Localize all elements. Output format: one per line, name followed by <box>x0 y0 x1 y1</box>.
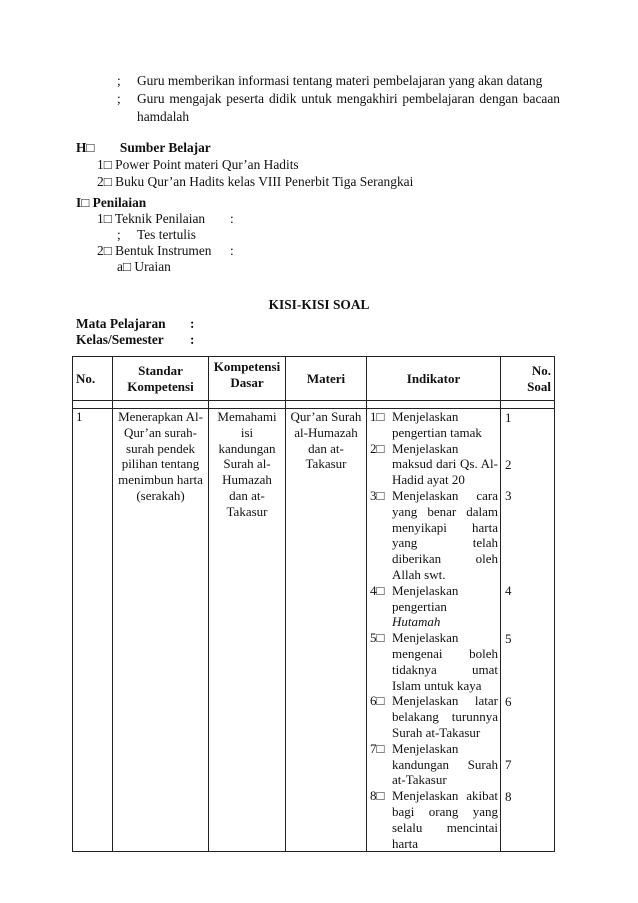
bentuk-instrumen: 2□ Bentuk Instrumen <box>97 243 212 258</box>
indikator-number: 8□ <box>370 788 385 804</box>
soal-number: 7 <box>505 757 512 773</box>
teknik-value: Tes tertulis <box>137 227 196 242</box>
teknik-bullet: ; <box>117 227 121 242</box>
cell-standar: Menerapkan Al-Qur’an surah-surah pendek pilihan tentang menimbun harta (serakah) <box>113 409 209 852</box>
teknik-penilaian: 1□ Teknik Penilaian <box>97 211 206 226</box>
indikator-number: 4□ <box>370 582 385 598</box>
kisi-table <box>72 356 555 852</box>
indikator-item <box>370 788 498 851</box>
section-i-heading <box>76 195 146 211</box>
indikator-number: 3□ <box>370 487 385 503</box>
indikator-item <box>370 741 498 788</box>
glyph-box: □ <box>81 195 90 210</box>
indikator-number: 5□ <box>370 630 385 646</box>
indikator-number: 6□ <box>370 693 385 709</box>
step-text: Guru memberikan informasi tentang materi pembelajaran yang akan datang <box>137 73 543 88</box>
section-title: Sumber Belajar <box>119 140 211 155</box>
kisi-title: KISI-KISI SOAL <box>268 297 370 312</box>
soal-number: 2 <box>505 456 512 472</box>
indikator-text: Menjelaskan pengertian tamak <box>392 409 482 440</box>
indikator-text: Menjelaskan pengertian <box>392 582 459 614</box>
header-soal: No. Soal <box>501 357 555 401</box>
indikator-italic-term: Hutamah <box>392 614 441 630</box>
header-standar: Standar Kompetensi <box>113 357 209 401</box>
indikator-number: 2□ <box>370 440 385 456</box>
header-indikator: Indikator <box>367 357 501 401</box>
soal-number: 1 <box>505 409 512 425</box>
soal-number: 5 <box>505 630 512 646</box>
step-bullet: ; <box>117 73 121 88</box>
table-row <box>73 409 555 852</box>
sumber-item: 1□ Power Point materi Qur’an Hadits <box>97 157 299 172</box>
glyph-box: □ <box>86 140 95 155</box>
section-title: Penilaian <box>92 195 147 210</box>
section-letter: I <box>76 195 82 210</box>
soal-number: 6 <box>505 693 512 709</box>
cell-kompetensi: Memahami isi kandungan Surah al-Humazah dan at-Takasur <box>209 409 286 852</box>
kelas-colon: : <box>190 332 195 347</box>
mapel-colon: : <box>190 316 195 331</box>
table-spacer-row <box>73 401 555 409</box>
indikator-text: Menjelaskan maksud dari Qs. Al-Hadid ayat 20 <box>392 440 498 488</box>
section-letter: H <box>76 140 87 155</box>
indikator-text: Menjelaskan latar belakang turunnya Surah at-Takasur <box>392 693 498 740</box>
indikator-item <box>370 583 498 630</box>
cell-indikator <box>367 409 501 852</box>
indikator-list <box>370 409 498 851</box>
soal-number: 4 <box>505 583 512 599</box>
indikator-item <box>370 693 498 740</box>
header-kompetensi: Kompetensi Dasar <box>209 357 286 401</box>
cell-soal <box>501 409 555 852</box>
indikator-item <box>370 630 498 693</box>
mapel-label: Mata Pelajaran <box>76 316 166 331</box>
header-materi: Materi <box>286 357 367 401</box>
indikator-text: Menjelaskan cara yang benar dalam menyikapi harta yang telah diberikan oleh Allah swt. <box>392 487 498 582</box>
bentuk-value: a□ Uraian <box>117 259 171 274</box>
kelas-label: Kelas/Semester <box>76 332 164 347</box>
table-header-row <box>73 357 555 401</box>
indikator-text: Menjelaskan akibat bagi orang yang selalu mencintai harta <box>392 788 498 851</box>
indikator-text: Menjelaskan kandungan Surah at-Takasur <box>392 740 498 788</box>
step-text-cont: hamdalah <box>137 109 190 124</box>
section-h-heading <box>76 140 211 156</box>
step-text: Guru mengajak peserta didik untuk mengakhiri pembelajaran dengan bacaan <box>137 91 560 106</box>
soal-number: 8 <box>505 788 512 804</box>
header-no: No. <box>73 357 113 401</box>
indikator-number: 1□ <box>370 409 385 424</box>
indikator-number: 7□ <box>370 740 385 756</box>
cell-materi: Qur’an Surah al-Humazah dan at-Takasur <box>286 409 367 852</box>
soal-number: 3 <box>505 488 512 504</box>
cell-no: 1 <box>73 409 113 852</box>
indikator-item <box>370 441 498 488</box>
indikator-text: Menjelaskan mengenai boleh tidaknya umat Islam untuk kaya <box>392 630 498 693</box>
indikator-item <box>370 488 498 583</box>
bentuk-colon: : <box>230 243 234 258</box>
sumber-item: 2□ Buku Qur’an Hadits kelas VIII Penerbit Tiga Serangkai <box>97 174 414 189</box>
indikator-item <box>370 409 498 441</box>
teknik-colon: : <box>230 211 234 226</box>
step-bullet: ; <box>117 91 121 106</box>
